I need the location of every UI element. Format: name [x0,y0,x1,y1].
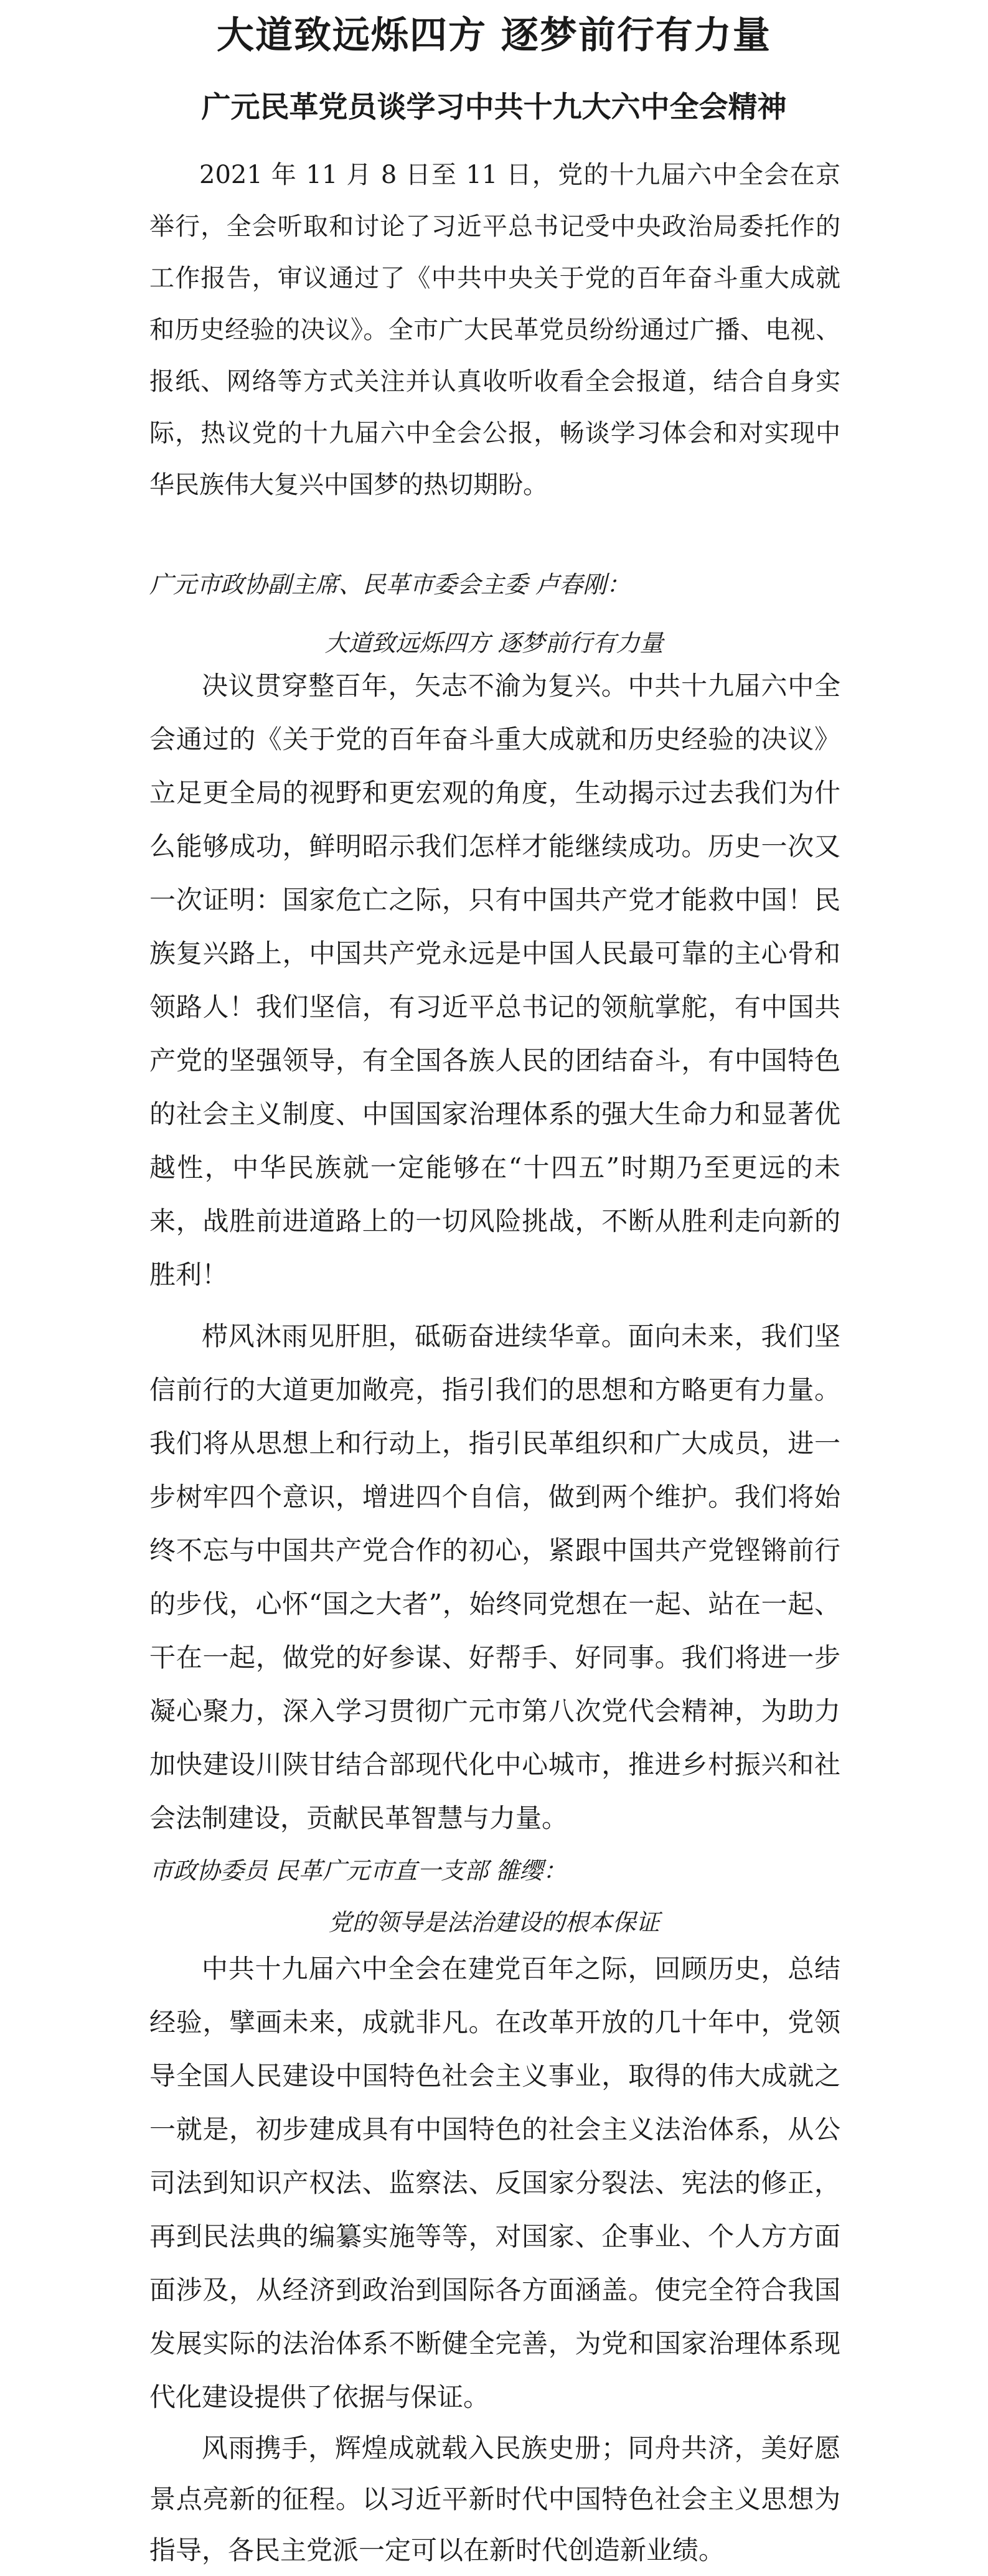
section1-title: 大道致远烁四方 逐梦前行有力量 [324,629,664,657]
section1-speaker: 广元市政协副主席、民革市委会主委 卢春刚： [149,571,631,598]
section1-paragraph-1: 决议贯穿整百年，矢志不渝为复兴。中共十九届六中全会通过的《关于党的百年奋斗重大成就和历史经验的决议》立足更全局的视野和更宏观的角度，生动揭示过去我们为什么能够成功，鲜明昭示我们怎样才能继续成功。历史一次又一次证明：国家危亡之际，只有中国共产党才能救中国！民族复兴路上，中国共产党永远是中国人民最可靠的主心骨和领路人！我们坚信，有习近平总书记的领航掌舵，有中国共产党的坚强领导，有全国各族人民的团结奋斗，有中国特色的社会主义制度、中国国家治理体系的强大生命力和显著优越性，中华民族就一定能够在“十四五”时期乃至更远的未来，战胜前进道路上的一切风险挑战，不断从胜利走向新的胜利！ [149,670,840,1290]
section2-title: 党的领导是法治建设的根本保证 [328,1909,660,1936]
article-subtitle: 广元民革党员谈学习中共十九大六中全会精神 [201,90,787,125]
section2-paragraph-2: 风雨携手，辉煌成就载入民族史册；同舟共济，美好愿景点亮新的征程。以习近平新时代中国特色社会主义思想为指导，各民主党派一定可以在新时代创造新业绩。 [149,2433,840,2565]
section1-paragraph-2: 栉风沐雨见肝胆，砥砺奋进续华章。面向未来，我们坚信前行的大道更加敞亮，指引我们的思想和方略更有力量。我们将从思想上和行动上，指引民革组织和广大成员，进一步树牢四个意识，增进四个自信，做到两个维护。我们将始终不忘与中国共产党合作的初心，紧跟中国共产党铿锵前行的步伐，心怀“国之大者”，始终同党想在一起、站在一起、干在一起，做党的好参谋、好帮手、好同事。我们将进一步凝心聚力，深入学习贯彻广元市第八次党代会精神，为助力加快建设川陕甘结合部现代化中心城市，推进乡村振兴和社会法制建设，贡献民革智慧与力量。 [149,1321,840,1833]
intro-paragraph: 2021 年 11 月 8 日至 11 日，党的十九届六中全会在京举行，全会听取和讨论了习近平总书记受中央政治局委托作的工作报告，审议通过了《中共中央关于党的百年奋斗重大成就和历史经验的决议》。全市广大民革党员纷纷通过广播、电视、报纸、网络等方式关注并认真收听收看全会报道，结合自身实际，热议党的十九届六中全会公报，畅谈学习体会和对实现中华民族伟大复兴中国梦的热切期盼。 [149,161,840,499]
section2-speaker: 市政协委员 民革广元市直一支部 雒缨： [149,1857,567,1884]
section2-paragraph-1: 中共十九届六中全会在建党百年之际，回顾历史，总结经验，擘画未来，成就非凡。在改革开放的几十年中，党领导全国人民建设中国特色社会主义事业，取得的伟大成就之一就是，初步建成具有中国特色的社会主义法治体系，从公司法到知识产权法、监察法、反国家分裂法、宪法的修正，再到民法典的编纂实施等等，对国家、企事业、个人方方面面涉及，从经济到政治到国际各方面涵盖。使完全符合我国发展实际的法治体系不断健全完善，为党和国家治理体系现代化建设提供了依据与保证。 [149,1953,840,2412]
article-title: 大道致远烁四方 逐梦前行有力量 [217,14,771,57]
